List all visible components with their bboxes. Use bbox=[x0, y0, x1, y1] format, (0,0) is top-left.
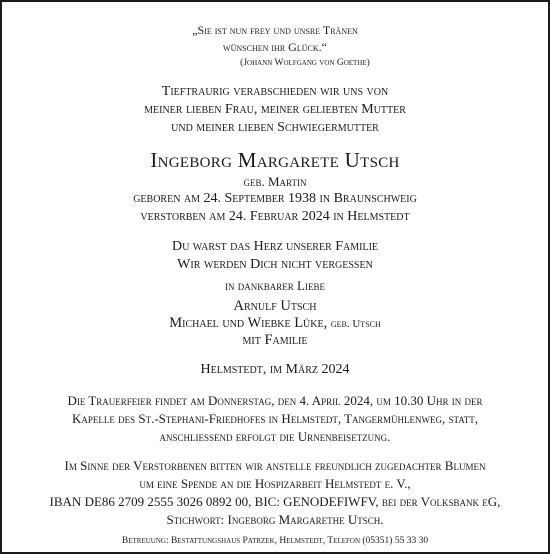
tribute-line-3: in dankbarer Liebe bbox=[225, 278, 325, 293]
tribute-line-1: Du warst das Herz unserer Familie bbox=[171, 239, 379, 254]
place-date: Helmstedt, im März 2024 bbox=[200, 362, 350, 377]
mourner-line-2-names: Michael und Wiebke Lüke, bbox=[169, 315, 328, 331]
quote-author: (Johann Wolfgang von Goethe) bbox=[240, 58, 370, 68]
intro-line-1: Tieftraurig verabschieden wir uns von bbox=[161, 84, 389, 99]
funeral-line-2: Kapelle des St.-Stephani-Friedhofes in Helmstedt, Tangermühlenweg, statt, bbox=[71, 411, 479, 426]
tribute-line-2: Wir werden Dich nicht vergessen bbox=[177, 257, 373, 272]
deceased-died: verstorben am 24. Februar 2024 in Helmstedt bbox=[140, 209, 410, 224]
donation-line-3: IBAN DE86 2709 2555 3026 0892 00, BIC: GENODEFIWFV, bei der Volksbank eG, bbox=[49, 494, 501, 509]
intro-line-2: meiner lieben Frau, meiner geliebten Mutter bbox=[144, 102, 406, 117]
quote-line-1: „Sie ist nun frey und unsre Tränen bbox=[192, 23, 358, 37]
mourner-line-1: Arnulf Utsch bbox=[233, 298, 317, 314]
deceased-born: geboren am 24. September 1938 in Braunschweig bbox=[133, 191, 417, 206]
deceased-maiden-name: geb. Martin bbox=[243, 174, 307, 189]
funeral-line-3: anschließend erfolgt die Urnenbeisetzung. bbox=[159, 429, 391, 444]
intro-line-3: und meiner lieben Schwiegermutter bbox=[171, 120, 379, 135]
mourner-line-3: mit Familie bbox=[242, 332, 308, 348]
footer-undertaker: Betreuung: Bestattungshaus Patrzek, Helmstedt, Telefon (05351) 55 33 30 bbox=[121, 536, 429, 546]
mourner-line-2-note: geb. Utsch bbox=[330, 318, 381, 330]
funeral-line-1: Die Trauerfeier findet am Donnerstag, den 4. April 2024, um 10.30 Uhr in der bbox=[67, 393, 483, 408]
mourner-line-2 bbox=[2, 316, 548, 331]
donation-line-1: Im Sinne der Verstorbenen bitten wir anstelle freundlich zugedachter Blumen bbox=[64, 458, 486, 473]
donation-line-2: um eine Spende an die Hospizarbeit Helmstedt e. V., bbox=[139, 476, 411, 491]
quote-line-2: wünschen ihr Glück.“ bbox=[223, 40, 327, 54]
deceased-name: Ingeborg Margarete Utsch bbox=[150, 148, 400, 172]
donation-line-4: Stichwort: Ingeborg Margarethe Utsch. bbox=[166, 512, 384, 527]
